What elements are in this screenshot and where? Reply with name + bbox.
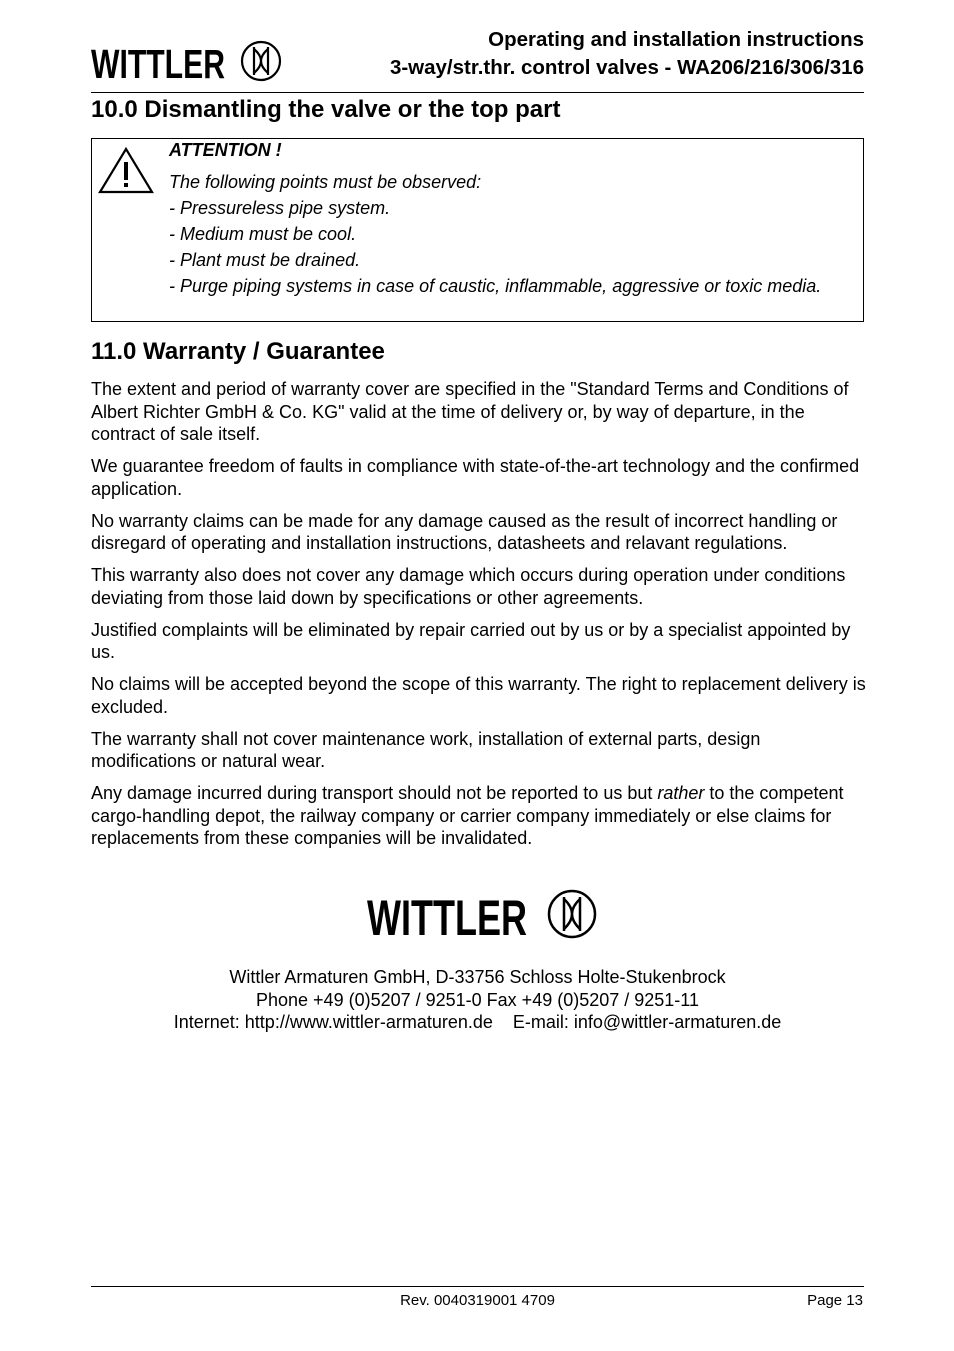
attention-item: - Pressureless pipe system. <box>169 198 391 218</box>
attention-box <box>91 138 864 322</box>
wittler-logo <box>91 40 291 84</box>
website-link[interactable]: Internet: http://www.wittler-armaturen.de <box>173 1012 493 1032</box>
address-line: Wittler Armaturen GmbH, D-33756 Schloss Holte-Stukenbrock <box>229 967 726 987</box>
wittler-logo-large <box>367 888 599 940</box>
page-number: Page 13 <box>807 1292 863 1309</box>
title-line-2: 3-way/str.thr. control valves - WA206/216/306/316 <box>389 56 864 79</box>
attention-text <box>169 139 849 297</box>
attention-item: - Purge piping systems in case of caustic, inflammable, aggressive or toxic media. <box>169 276 822 296</box>
paragraph: No claims will be accepted beyond the scope of this warranty. The right to replacement delivery is excluded. <box>91 674 866 717</box>
revision-number: Rev. 0040319001 4709 <box>400 1292 555 1309</box>
svg-text:WITTLER: WITTLER <box>91 41 225 84</box>
paragraph-transport-damage <box>91 782 866 850</box>
document-title <box>390 26 864 82</box>
attention-item: - Plant must be drained. <box>169 250 361 270</box>
attention-title: ATTENTION ! <box>169 140 282 160</box>
paragraph: We guarantee freedom of faults in compliance with state-of-the-art technology and the confirmed application. <box>91 456 860 499</box>
paragraph: No warranty claims can be made for any damage caused as the result of incorrect handling or disregard of operating and installation instructions, datasheets and relavant regulations. <box>91 510 838 553</box>
contact-line <box>91 1011 864 1034</box>
phone-line: Phone +49 (0)5207 / 9251-0 Fax +49 (0)5207 / 9251-11 <box>256 989 699 1010</box>
paragraph: This warranty also does not cover any damage which occurs during operation under conditions deviating from those laid down by specifications or other agreements. <box>91 565 846 608</box>
paragraph: Justified complaints will be eliminated by repair carried out by us or by a specialist appointed by us. <box>91 619 851 662</box>
paragraph-text: Any damage incurred during transport should not be reported to us but <box>91 783 658 803</box>
email-link[interactable]: E-mail: info@wittler-armaturen.de <box>512 1012 782 1032</box>
paragraph-text: to the competent cargo-handling depot, the railway company or carrier company immediately or else claims for replacements from these companies will be invalidated. <box>91 783 844 848</box>
section-10-heading: 10.0 Dismantling the valve or the top part <box>91 96 561 123</box>
attention-item: - Medium must be cool. <box>169 224 357 244</box>
attention-intro: The following points must be observed: <box>169 172 482 192</box>
emphasis-text: rather <box>657 783 705 803</box>
company-address <box>91 966 864 1034</box>
paragraph: The warranty shall not cover maintenance work, installation of external parts, design modifications or natural wear. <box>91 728 761 771</box>
svg-text:WITTLER: WITTLER <box>367 890 527 940</box>
warranty-body <box>91 378 866 859</box>
title-line-1: Operating and installation instructions <box>488 28 864 51</box>
warning-triangle-icon <box>97 145 155 195</box>
paragraph: The extent and period of warranty cover are specified in the "Standard Terms and Conditions of Albert Richter GmbH & Co. KG" valid at the time of delivery or, by way of departure, in the contract of sale itself. <box>91 379 849 444</box>
footer-divider <box>91 1286 864 1287</box>
page-header <box>91 24 864 93</box>
section-11-heading: 11.0 Warranty / Guarantee <box>91 338 385 365</box>
